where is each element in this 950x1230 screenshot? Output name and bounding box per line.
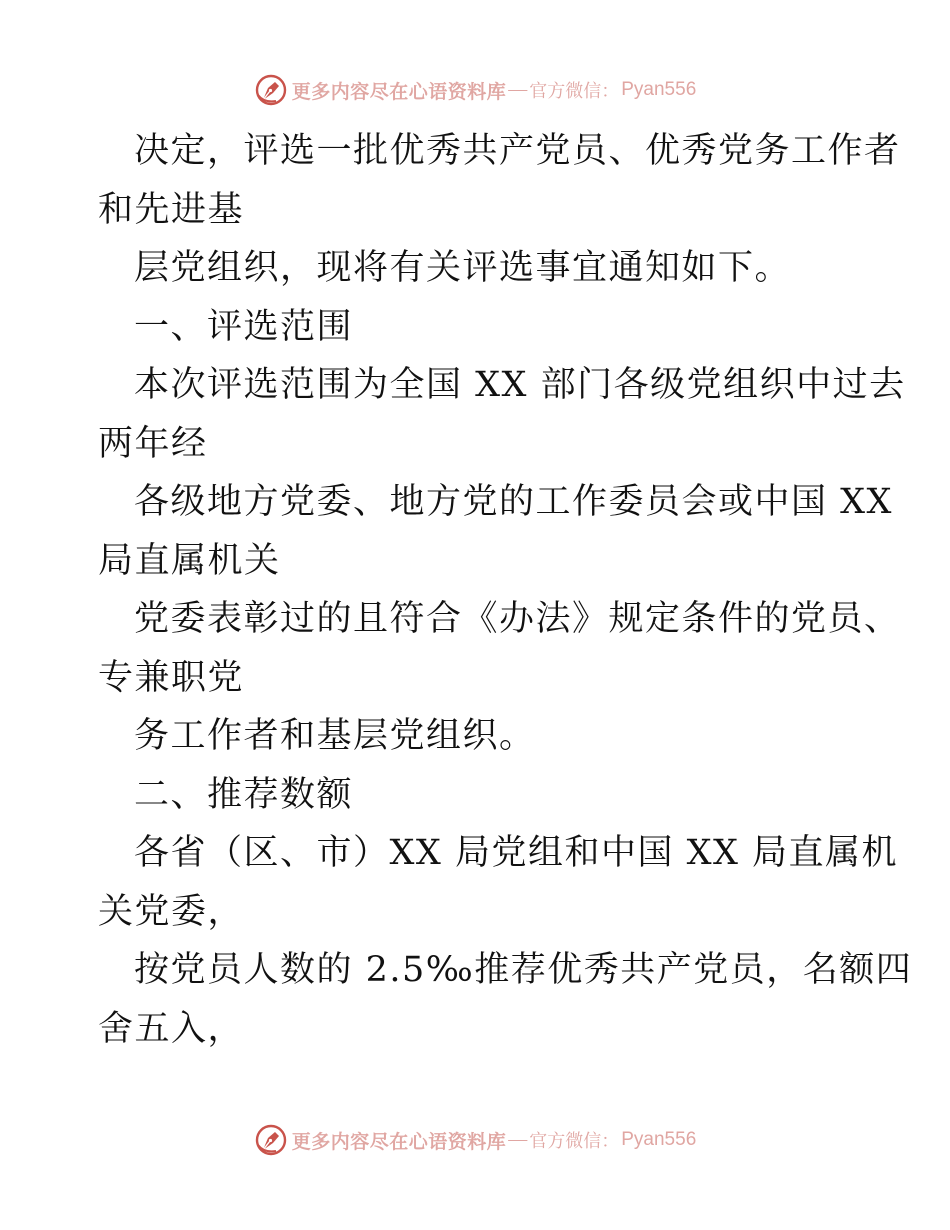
body-line: 各级地方党委、地方党的工作委员会或中国 XX [134, 482, 893, 522]
body-line: 各省（区、市）XX 局党组和中国 XX 局直属机 [134, 833, 899, 873]
footer-banner-content [254, 1123, 697, 1157]
pen-nib-logo-icon [254, 1123, 288, 1157]
footer-wechat-id: Pyan556 [621, 1129, 697, 1150]
body-line: 和先进基 [98, 189, 245, 230]
header-banner-content [254, 73, 697, 107]
header-banner-text: 更多内容尽在心语资料库 [291, 80, 507, 103]
section-heading: 二、推荐数额 [134, 774, 354, 815]
body-line: 决定，评选一批优秀共产党员、优秀党务工作者 [134, 131, 901, 171]
body-line: 关党委， [98, 891, 245, 932]
section-heading: 一、评选范围 [134, 306, 354, 347]
body-line: 层党组织，现将有关评选事宜通知如下。 [134, 248, 792, 288]
body-line: 两年经 [98, 423, 208, 464]
body-line: 按党员人数的 2.5‰推荐优秀共产党员，名额四 [134, 950, 913, 990]
header-wechat-label: 官方微信： [529, 81, 620, 102]
body-line: 专兼职党 [98, 657, 245, 698]
footer-wechat-label: 官方微信： [529, 1131, 620, 1152]
document-body [98, 122, 913, 1058]
body-line: 舍五入， [98, 1008, 245, 1049]
body-line: 本次评选范围为全国 XX 部门各级党组织中过去 [134, 365, 906, 405]
body-line: 务工作者和基层党组织。 [134, 716, 536, 756]
footer-banner-text: 更多内容尽在心语资料库 [291, 1130, 507, 1153]
body-line: 党委表彰过的且符合《办法》规定条件的党员、 [134, 599, 901, 639]
body-line: 局直属机关 [98, 540, 281, 581]
header-wechat-id: Pyan556 [621, 79, 697, 100]
footer-banner [0, 1120, 950, 1160]
footer-banner-separator: — [508, 1129, 528, 1150]
header-banner-separator: — [508, 79, 528, 100]
header-banner [0, 70, 950, 110]
pen-nib-logo-icon [254, 73, 288, 107]
